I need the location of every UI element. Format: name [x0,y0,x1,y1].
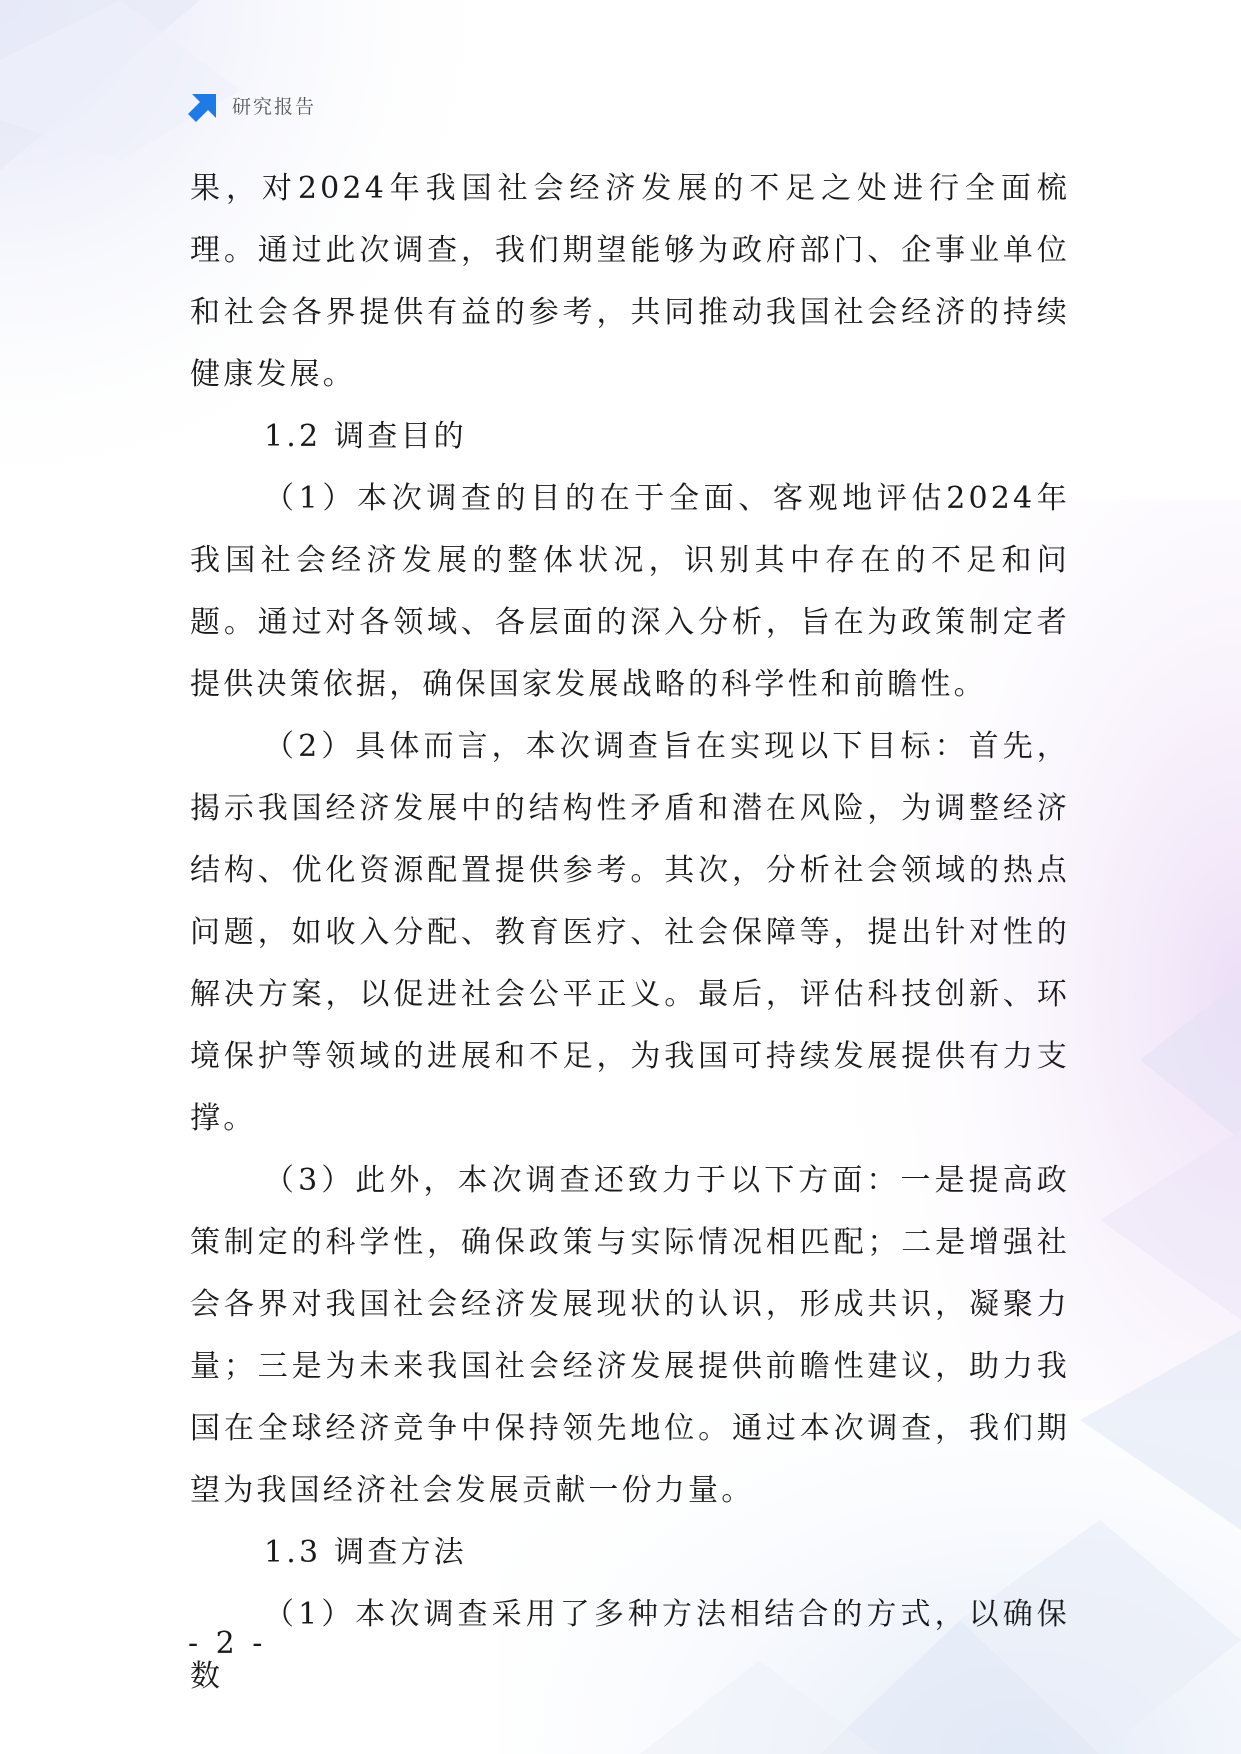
section-heading-1-3: 1.3 调查方法 [264,1535,467,1570]
header-title: 研究报告 [232,95,317,118]
paragraph-method-1: （1）本次调查采用了多种方法相结合的方式，以确保数 [190,1597,1070,1694]
page-header [188,88,316,122]
document-body [190,158,1070,1708]
paragraph-purpose-1: （1）本次调查的目的在于全面、客观地评估2024年我国社会经济发展的整体状况，识别其中存在的不足和问题。通过对各领域、各层面的深入分析，旨在为政策制定者提供决策依据，确保国家发展战略的科学性和前瞻性。 [190,481,1070,702]
paragraph-intro-continuation: 果，对2024年我国社会经济发展的不足之处进行全面梳理。通过此次调查，我们期望能够为政府部门、企事业单位和社会各界提供有益的参考，共同推动我国社会经济的持续健康发展。 [190,171,1070,392]
paragraph-purpose-3: （3）此外，本次调查还致力于以下方面：一是提高政策制定的科学性，确保政策与实际情况相匹配；二是增强社会各界对我国社会经济发展现状的认识，形成共识，凝聚力量；三是为未来我国社会经济发展提供前瞻性建议，助力我国在全球经济竞争中保持领先地位。通过本次调查，我们期望为我国经济社会发展贡献一份力量。 [190,1163,1070,1508]
paragraph-purpose-2: （2）具体而言，本次调查旨在实现以下目标：首先，揭示我国经济发展中的结构性矛盾和潜在风险，为调整经济结构、优化资源配置提供参考。其次，分析社会领域的热点问题，如收入分配、教育医疗、社会保障等，提出针对性的解决方案，以促进社会公平正义。最后，评估科技创新、环境保护等领域的进展和不足，为我国可持续发展提供有力支撑。 [190,729,1070,1136]
section-heading-1-2: 1.2 调查目的 [264,419,467,454]
arrow-up-right-icon [188,88,222,122]
page-number: - 2 - [188,1626,267,1661]
